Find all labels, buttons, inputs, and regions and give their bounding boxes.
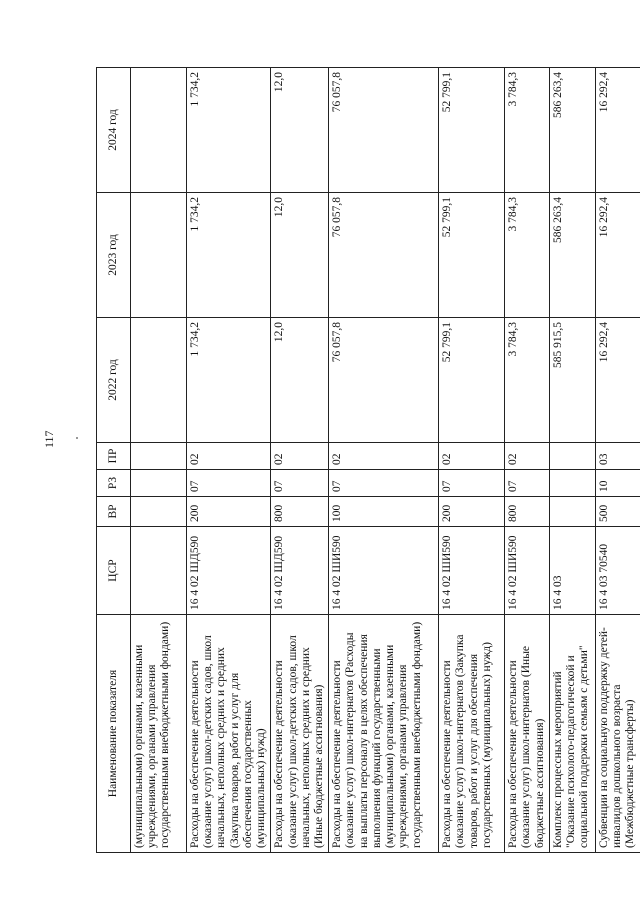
row-2023: 12,0	[271, 193, 329, 318]
row-csr: 16 4 03 70540	[595, 527, 640, 615]
row-pr: 03	[595, 443, 640, 470]
row-csr: 16 4 03	[549, 527, 595, 615]
row-2024: 586 263,4	[549, 68, 595, 193]
row-2024: 1 734,2	[187, 68, 271, 193]
row-name: Субвенции на социальную поддержку детей-инвалидов дошкольного возраста (Межбюджетные трансферты)	[595, 615, 640, 853]
row-2024: 16 292,4	[595, 68, 640, 193]
row-vr: 200	[187, 497, 271, 527]
row-rz: 07	[329, 470, 439, 497]
rotated-table-container	[96, 68, 637, 853]
row-rz: 07	[505, 470, 550, 497]
table-row	[549, 68, 595, 853]
row-2022: 76 057,8	[329, 318, 439, 443]
row-2023	[131, 193, 187, 318]
row-csr: 16 4 02 ШИ590	[505, 527, 550, 615]
row-csr: 16 4 02 ШД590	[187, 527, 271, 615]
page-number: 117	[42, 430, 56, 448]
row-name: Комплекс процессных мероприятий "Оказание психолого-педагогической и социальной поддержки семьям с детьми"	[549, 615, 595, 853]
row-vr: 500	[595, 497, 640, 527]
row-csr: 16 4 02 ШД590	[271, 527, 329, 615]
table-row	[131, 68, 187, 853]
budget-table	[96, 67, 640, 853]
row-vr: 800	[505, 497, 550, 527]
table-header-row	[97, 68, 131, 853]
row-pr: 02	[439, 443, 505, 470]
row-pr: 02	[329, 443, 439, 470]
row-2022: 1 734,2	[187, 318, 271, 443]
row-2022: 16 292,4	[595, 318, 640, 443]
header-2023: 2023 год	[97, 193, 131, 318]
header-name: Наименование показателя	[97, 615, 131, 853]
row-2024: 3 784,3	[505, 68, 550, 193]
row-vr	[549, 497, 595, 527]
row-2023: 16 292,4	[595, 193, 640, 318]
row-2022: 52 799,1	[439, 318, 505, 443]
row-vr: 200	[439, 497, 505, 527]
header-2022: 2022 год	[97, 318, 131, 443]
header-2024: 2024 год	[97, 68, 131, 193]
row-name: Расходы на обеспечение деятельности (оказание услуг) школ-интернатов (Закупка товаров, работ и услуг для обеспечения государственных (муниципальных) нужд)	[439, 615, 505, 853]
row-pr: 02	[187, 443, 271, 470]
row-vr: 800	[271, 497, 329, 527]
row-pr: 02	[505, 443, 550, 470]
row-vr: 100	[329, 497, 439, 527]
row-csr: 16 4 02 ШИ590	[439, 527, 505, 615]
row-name: Расходы на обеспечение деятельности (оказание услуг) школ-детских садов, школ начальных, неполных средних и средних (Закупка товаров, работ и услуг для обеспечения государственных (муниципальных) нужд)	[187, 615, 271, 853]
row-2023: 76 057,8	[329, 193, 439, 318]
row-rz: 10	[595, 470, 640, 497]
row-csr	[131, 527, 187, 615]
row-2024: 12,0	[271, 68, 329, 193]
row-rz	[131, 470, 187, 497]
row-2022: 585 915,5	[549, 318, 595, 443]
row-pr: 02	[271, 443, 329, 470]
row-name: (муниципальными) органами, казенными учреждениями, органами управления государственными внебюджетными фондами)	[131, 615, 187, 853]
row-rz: 07	[187, 470, 271, 497]
row-vr	[131, 497, 187, 527]
row-2022	[131, 318, 187, 443]
header-vr: ВР	[97, 497, 131, 527]
row-2024: 52 799,1	[439, 68, 505, 193]
table-row	[505, 68, 550, 853]
row-2024	[131, 68, 187, 193]
row-2022: 3 784,3	[505, 318, 550, 443]
row-2022: 12,0	[271, 318, 329, 443]
row-rz: 07	[271, 470, 329, 497]
row-pr	[131, 443, 187, 470]
row-rz: 07	[439, 470, 505, 497]
row-pr	[549, 443, 595, 470]
row-rz	[549, 470, 595, 497]
table-row	[187, 68, 271, 853]
header-rz: РЗ	[97, 470, 131, 497]
row-name: Расходы на обеспечение деятельности (оказание услуг) школ-интернатов (Расходы на выплаты персоналу в целях обеспечения выполнения функций государственными (муниципальными) органами, казенными учреждениями, органами управления государственными внебюджетными фондами)	[329, 615, 439, 853]
row-csr: 16 4 02 ШИ590	[329, 527, 439, 615]
scan-dot	[76, 437, 78, 439]
header-pr: ПР	[97, 443, 131, 470]
row-name: Расходы на обеспечение деятельности (оказание услуг) школ-детских садов, школ начальных, неполных средних и средних (Иные бюджетные ассигнования)	[271, 615, 329, 853]
row-name: Расходы на обеспечение деятельности (оказание услуг) школ-интернатов (Иные бюджетные ассигнования)	[505, 615, 550, 853]
row-2023: 3 784,3	[505, 193, 550, 318]
header-csr: ЦСР	[97, 527, 131, 615]
table-row	[439, 68, 505, 853]
table-row	[271, 68, 329, 853]
row-2024: 76 057,8	[329, 68, 439, 193]
table-row	[329, 68, 439, 853]
table-row	[595, 68, 640, 853]
row-2023: 52 799,1	[439, 193, 505, 318]
row-2023: 586 263,4	[549, 193, 595, 318]
row-2023: 1 734,2	[187, 193, 271, 318]
